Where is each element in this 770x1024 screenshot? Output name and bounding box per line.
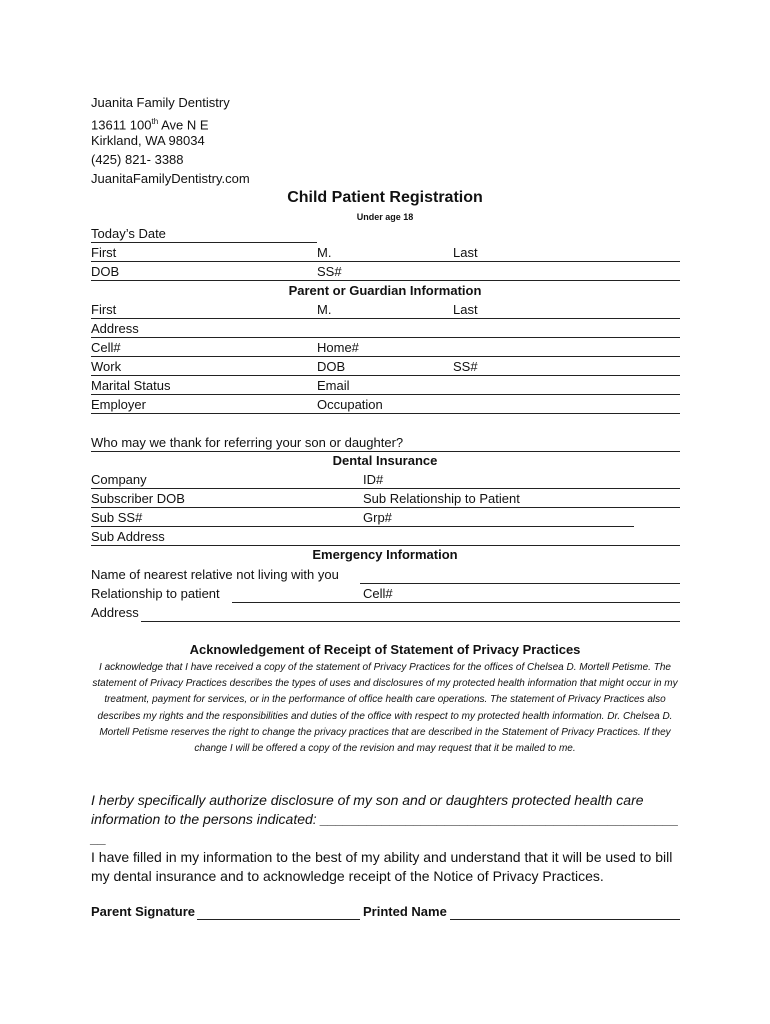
todays-date-field[interactable] — [91, 242, 317, 243]
nearest-relative-field[interactable] — [360, 583, 680, 584]
guardian-phone-field[interactable] — [91, 356, 680, 357]
relationship-field[interactable] — [232, 602, 680, 603]
sub-address-label: Sub Address — [91, 529, 165, 544]
subscriber-dob-label: Subscriber DOB — [91, 491, 185, 506]
insurance-company-label: Company — [91, 472, 147, 487]
understanding-statement: I have filled in my information to the best of my ability and understand that it will be used to bill my dental insurance and to acknowledge receipt of the Notice of Privacy Practices. — [91, 849, 673, 884]
relationship-label: Relationship to patient — [91, 586, 220, 601]
guardian-work-field[interactable] — [91, 375, 680, 376]
address-prefix: 13611 100 — [91, 117, 152, 133]
emergency-address-field[interactable] — [141, 621, 680, 622]
guardian-marital-field[interactable] — [91, 394, 680, 395]
insurance-company-field[interactable] — [91, 488, 680, 489]
privacy-body: I acknowledge that I have received a copy of the statement of Privacy Practices for the offices of Chelsea D. Mortell Petisme. The statement of Privacy Practices describes the types of uses and disclosures of my protected health information that might occur in my treatment, payment for services, or in the performance of office health care operations. The statement of Privacy Practices also describes my rights and the responsibilities and duties of the office with respect to my protected health information. Dr. Chelsea D. Mortell Petisme reserves the right to change the privacy practices that are described in the Statement of Privacy Practices. If they change I will be offered a copy of the revision and may request that it be mailed to me. — [92, 662, 678, 755]
guardian-first-label: First — [91, 302, 117, 317]
guardian-dob-label: DOB — [317, 359, 346, 374]
guardian-home-label: Home# — [317, 340, 359, 355]
emergency-cell-label: Cell# — [363, 586, 393, 601]
printed-name-field[interactable] — [450, 919, 680, 920]
patient-last-label: Last — [453, 245, 478, 260]
guardian-occupation-label: Occupation — [317, 397, 383, 412]
privacy-title: Acknowledgement of Receipt of Statement of Privacy Practices — [189, 642, 581, 657]
guardian-name-field[interactable] — [91, 318, 680, 319]
practice-phone: (425) 821- 3388 — [91, 152, 184, 167]
sub-address-field[interactable] — [91, 545, 680, 546]
guardian-middle-label: M. — [317, 302, 332, 317]
authorization-statement: I herby specifically authorize disclosure of my son and or daughters protected health care information to the persons indicated: ______________________________________________ __ — [91, 792, 679, 846]
patient-dob-ss-field[interactable] — [91, 280, 680, 281]
patient-middle-label: M. — [317, 245, 332, 260]
emergency-heading: Emergency Information — [312, 547, 458, 562]
practice-name: Juanita Family Dentistry — [91, 95, 230, 110]
guardian-last-label: Last — [453, 302, 478, 317]
practice-city: Kirkland, WA 98034 — [91, 133, 205, 148]
parent-signature-label: Parent Signature — [91, 904, 196, 919]
practice-website: JuanitaFamilyDentistry.com — [91, 171, 250, 186]
guardian-employer-field[interactable] — [91, 413, 680, 414]
guardian-cell-label: Cell# — [91, 340, 121, 355]
sub-ss-label: Sub SS# — [91, 510, 143, 525]
guardian-heading: Parent or Guardian Information — [288, 283, 482, 298]
guardian-address-label: Address — [91, 321, 139, 336]
address-ordinal: th — [151, 117, 159, 126]
emergency-address-label: Address — [91, 605, 139, 620]
nearest-relative-label: Name of nearest relative not living with you — [91, 567, 339, 582]
patient-dob-label: DOB — [91, 264, 120, 279]
patient-first-label: First — [91, 245, 117, 260]
patient-ss-label: SS# — [317, 264, 342, 279]
guardian-marital-label: Marital Status — [91, 378, 171, 393]
subscriber-dob-field[interactable] — [91, 507, 680, 508]
form-title: Child Patient Registration — [287, 189, 483, 206]
guardian-email-label: Email — [317, 378, 350, 393]
sub-ss-field[interactable] — [91, 526, 634, 527]
guardian-work-label: Work — [91, 359, 122, 374]
printed-name-label: Printed Name — [363, 904, 447, 919]
sub-relationship-label: Sub Relationship to Patient — [363, 491, 520, 506]
todays-date-label: Today’s Date — [91, 226, 166, 241]
guardian-address-field[interactable] — [91, 337, 680, 338]
referral-question: Who may we thank for referring your son or daughter? — [91, 435, 404, 450]
patient-name-field[interactable] — [91, 261, 680, 262]
guardian-employer-label: Employer — [91, 397, 146, 412]
parent-signature-field[interactable] — [197, 919, 360, 920]
form-subtitle: Under age 18 — [356, 212, 414, 222]
address-suffix: Ave N E — [158, 117, 209, 133]
insurance-heading: Dental Insurance — [332, 453, 438, 468]
grp-label: Grp# — [363, 510, 392, 525]
insurance-id-label: ID# — [363, 472, 384, 487]
referral-field[interactable] — [91, 451, 680, 452]
guardian-ss-label: SS# — [453, 359, 478, 374]
